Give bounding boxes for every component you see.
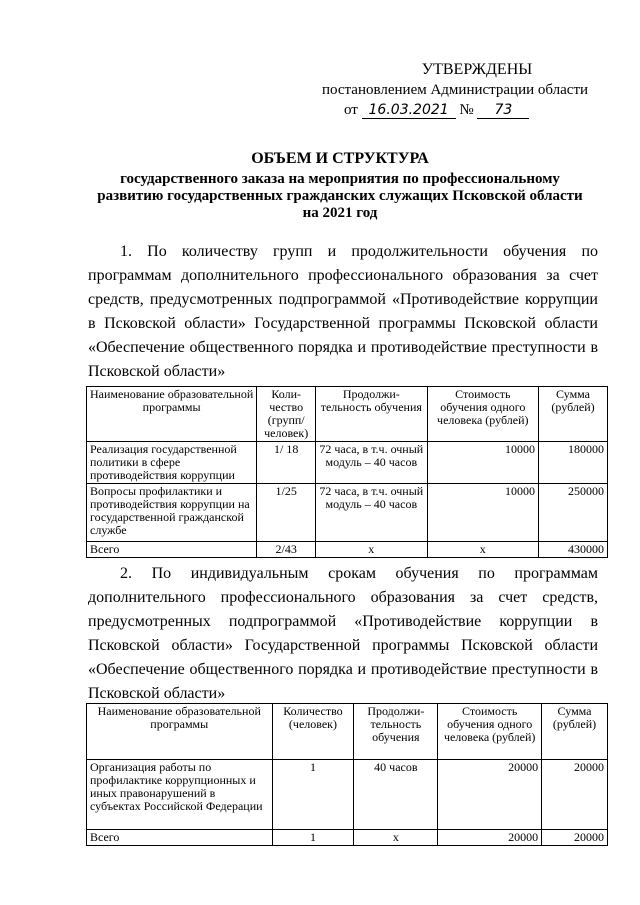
t1-r1-c3: 10000 bbox=[427, 484, 538, 542]
t1-r1-c2: 72 часа, в т.ч. очный модуль – 40 часов bbox=[316, 484, 427, 542]
t1-total-c2: х bbox=[316, 542, 427, 558]
t2-h0: Наименование образовательной программы bbox=[87, 704, 273, 760]
t1-r0-c1: 1/ 18 bbox=[257, 442, 316, 484]
t2-r0-c2: 40 часов bbox=[354, 760, 438, 830]
table-1-header bbox=[87, 387, 608, 442]
t2-total-c0: Всего bbox=[87, 830, 273, 846]
t1-h0: Наименование образовательной программы bbox=[87, 387, 257, 442]
t1-r1-c1: 1/25 bbox=[257, 484, 316, 542]
t2-h4: Сумма (рублей) bbox=[542, 704, 608, 760]
t1-r0-c4: 180000 bbox=[539, 442, 608, 484]
table-2-total bbox=[87, 830, 608, 846]
t1-h3: Стоимость обучения одного человека (рублей) bbox=[427, 387, 538, 442]
title-line-2: развитию государственных гражданских служащих Псковской области bbox=[97, 188, 583, 204]
t1-r0-c2: 72 часа, в т.ч. очный модуль – 40 часов bbox=[316, 442, 427, 484]
table-1 bbox=[86, 386, 608, 558]
number-label: № bbox=[459, 102, 474, 118]
title-line-3: на 2021 год bbox=[302, 205, 378, 221]
t2-h1: Количество (человек) bbox=[272, 704, 354, 760]
t1-h4: Сумма (рублей) bbox=[539, 387, 608, 442]
t1-r0-c0: Реализация государственной политики в сфере противодействия коррупции bbox=[87, 442, 257, 484]
t2-total-c2: х bbox=[354, 830, 438, 846]
t2-r0-c0: Организация работы по профилактике коррупционных и иных правонарушений в субъектах Российской Федерации bbox=[87, 760, 273, 830]
t2-r0-c1: 1 bbox=[272, 760, 354, 830]
t2-total-c1: 1 bbox=[272, 830, 354, 846]
t2-r0-c4: 20000 bbox=[542, 760, 608, 830]
t1-total-c3: х bbox=[427, 542, 538, 558]
t2-total-c4: 20000 bbox=[542, 830, 608, 846]
t1-h1: Коли-чество (групп/ человек) bbox=[257, 387, 316, 442]
t1-total-c0: Всего bbox=[87, 542, 257, 558]
title-main: ОБЪЕМ И СТРУКТУРА bbox=[251, 150, 429, 167]
t2-h3: Стоимость обучения одного человека (рублей) bbox=[438, 704, 542, 760]
t2-h2: Продолжи-тельность обучения bbox=[354, 704, 438, 760]
t2-r0-c3: 20000 bbox=[438, 760, 542, 830]
section-2-text: 2. По индивидуальным срокам обучения по программам дополнительного профессионального образования за счет средств, предусмотренных подпрограммой «Противодействие коррупции в Псковской области» Государственной программы Псковской области «Обеспечение общественного порядка и противодействие преступности в Псковской области» bbox=[88, 565, 598, 702]
title-line-1: государственного заказа на мероприятия по профессиональному bbox=[120, 171, 560, 187]
from-label: от bbox=[344, 102, 358, 118]
handwritten-date: 16.03.2021 bbox=[362, 102, 456, 119]
handwritten-number: 73 bbox=[477, 102, 529, 119]
table-2-header bbox=[87, 704, 608, 760]
t1-r0-c3: 10000 bbox=[427, 442, 538, 484]
table-row bbox=[87, 484, 608, 542]
table-row bbox=[87, 760, 608, 830]
t1-r1-c4: 250000 bbox=[539, 484, 608, 542]
document-title bbox=[80, 150, 600, 222]
section-1-text: 1. По количеству групп и продолжительности обучения по программам дополнительного профессионального образования за счет средств, предусмотренных подпрограммой «Противодействие коррупции в Псковской области» Государственной программы Псковской области «Обеспечение общественного порядка и противодействие преступности в Псковской области» bbox=[88, 243, 598, 380]
approval-heading: УТВЕРЖДЕНЫ bbox=[421, 61, 533, 78]
table-2 bbox=[86, 703, 608, 846]
table-row bbox=[87, 442, 608, 484]
t1-h2: Продолжи-тельность обучения bbox=[316, 387, 427, 442]
approval-block bbox=[322, 60, 602, 120]
t1-total-c1: 2/43 bbox=[257, 542, 316, 558]
t1-total-c4: 430000 bbox=[539, 542, 608, 558]
approval-line: постановлением Администрации области bbox=[322, 82, 589, 98]
t1-r1-c0: Вопросы профилактики и противодействия коррупции на государственной гражданской службе bbox=[87, 484, 257, 542]
table-1-total bbox=[87, 542, 608, 558]
t2-total-c3: 20000 bbox=[438, 830, 542, 846]
approval-date-line bbox=[322, 100, 602, 120]
